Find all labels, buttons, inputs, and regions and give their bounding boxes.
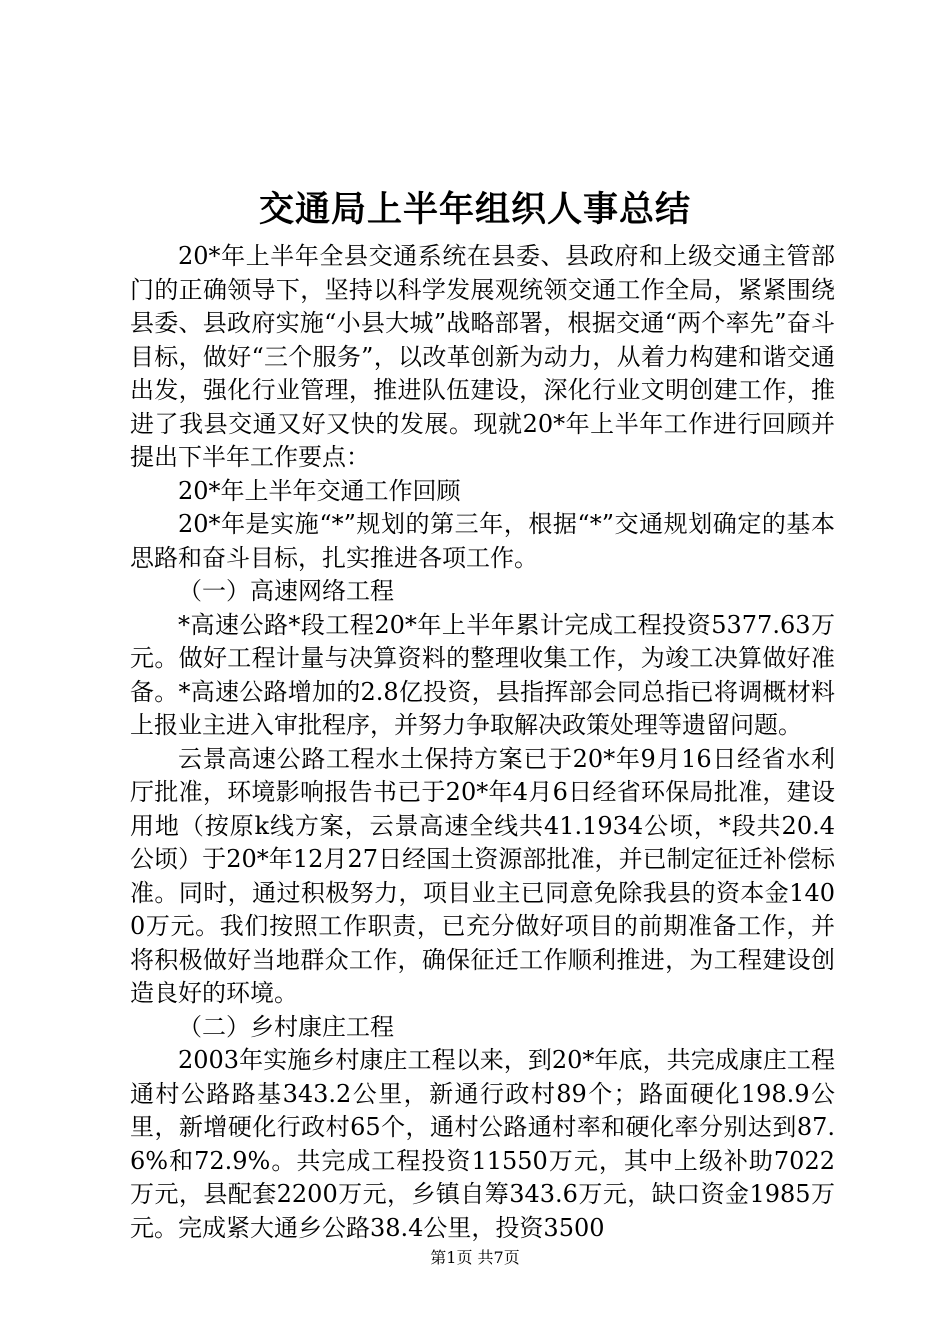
subheading-highway: （一）高速网络工程 [178,577,394,605]
paragraph-rural-roads: 2003年实施乡村康庄工程以来，到20*年底，共完成康庄工程通村公路路基343.2公里，新通行政村89个；路面硬化198.9公里，新增硬化行政村65个，通村公路通村率和硬化率分别达到87.6%和72.9%。共完成工程投资11550万元，其中上级补助7022万元，县配套2200万元，乡镇自筹343.6万元，缺口资金1985万元。完成紧大通乡公路38.4公里，投资3500 [130,1046,835,1242]
paragraph-yunjing-highway: 云景高速公路工程水土保持方案已于20*年9月16日经省水利厅批准，环境影响报告书已于20*年4月6日经省环保局批准，建设用地（按原k线方案，云景高速全线共41.1934公顷，*段共20.4公顷）于20*年12月27日经国土资源部批准，并已制定征迁补偿标准。同时，通过积极努力，项目业主已同意免除我县的资本金1400万元。我们按照工作职责，已充分做好项目的前期准备工作，并将积极做好当地群众工作，确保征迁工作顺利推进，为工程建设创造良好的环境。 [130,744,835,1007]
subheading-rural: （二）乡村康庄工程 [178,1012,394,1041]
paragraph-intro: 20*年上半年全县交通系统在县委、县政府和上级交通主管部门的正确领导下，坚持以科学发展观统领交通工作全局，紧紧围绕县委、县政府实施“小县大城”战略部署，根据交通“两个率先”奋斗目标，做好“三个服务”，以改革创新为动力，从着力构建和谐交通出发，强化行业管理，推进队伍建设，深化行业文明创建工作，推进了我县交通又好又快的发展。现就20*年上半年工作进行回顾并提出下半年工作要点： [130,242,835,471]
paragraph-highway-investment: *高速公路*段工程20*年上半年累计完成工程投资5377.63万元。做好工程计量与决算资料的整理收集工作，为竣工决算做好准备。*高速公路增加的2.8亿投资，县指挥部会同总指已将调概材料上报业主进入审批程序，并努力争取解决政策处理等遗留问题。 [130,610,835,739]
section-heading-review: 20*年上半年交通工作回顾 [178,476,461,505]
page-number-footer: 第1页 共7页 [430,1248,520,1267]
document-title: 交通局上半年组织人事总结 [258,189,691,230]
document-body [130,240,835,1245]
paragraph-plan: 20*年是实施“*”规划的第三年，根据“*”交通规划确定的基本思路和奋斗目标，扎实推进各项工作。 [130,510,835,572]
